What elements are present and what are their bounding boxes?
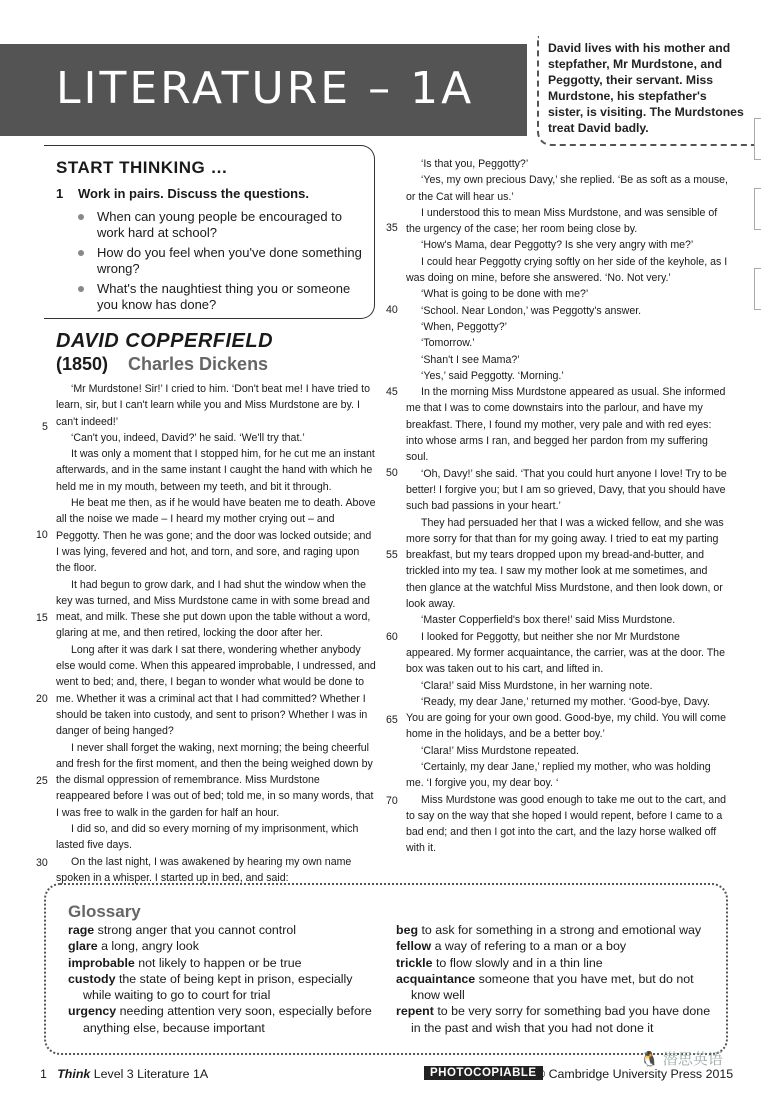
line-number: 45: [386, 386, 398, 398]
line-number: 35: [386, 222, 398, 234]
line-number: 5: [42, 421, 48, 433]
line-number: 70: [386, 795, 398, 807]
glossary-entry: [396, 955, 716, 971]
question-number: 1: [56, 186, 64, 201]
start-thinking-title: START THINKING …: [56, 158, 229, 177]
side-tab: [754, 118, 761, 160]
line-number: 15: [36, 612, 48, 624]
line-number: 50: [386, 467, 398, 479]
story-paragraph: Miss Murdstone was good enough to take me out to the cart, and to say on the way that she hoped I would repent, before I came to a bad end; and then I got into the cart, and the lazy horse walked off with it.: [406, 793, 727, 855]
section-name: Literature 1A: [137, 1067, 209, 1081]
glossary-definition: to flow slowly and in a thin line: [435, 955, 603, 970]
story-paragraph: ‘Yes, my own precious Davy,’ she replied. ‘Be as soft as a mouse, or the Cat will hear us.’: [406, 174, 728, 203]
glossary-entry: [396, 1003, 716, 1036]
page-number: 1: [40, 1067, 47, 1081]
story-paragraph: ‘Yes,’ said Peggotty. ‘Morning.’: [421, 369, 564, 382]
story-paragraph: I could hear Peggotty crying softly on her side of the keyhole, as I was doing on mine, before she answered. ‘No. Not very.’: [406, 255, 728, 285]
story-paragraph: ‘What is going to be done with me?’: [421, 288, 589, 301]
glossary-term: acquaintance: [396, 971, 476, 986]
question-text: Work in pairs. Discuss the questions.: [78, 186, 309, 201]
story-paragraph: ‘Clara!’ Miss Murdstone repeated.: [421, 744, 579, 757]
series-level: Level 3: [93, 1067, 134, 1081]
glossary-definition: needing attention very soon, especially before anything else, because important: [83, 1004, 372, 1035]
glossary-definition: strong anger that you cannot control: [97, 923, 297, 937]
line-number: 60: [386, 631, 398, 643]
story-paragraph: ‘Tomorrow.’: [421, 337, 475, 350]
question-bullets: [78, 209, 368, 317]
glossary-entry: [68, 938, 384, 954]
glossary-entry: [396, 938, 716, 954]
glossary-column-right: [396, 922, 716, 1036]
story-paragraph: ‘Can't you, indeed, David?’ he said. ‘We'll try that.’: [71, 431, 305, 444]
glossary-term: custody: [68, 971, 116, 986]
footer-reference: [40, 1067, 208, 1081]
story-paragraph: ‘School. Near London,’ was Peggotty's answer.: [421, 304, 642, 317]
line-number: 10: [36, 529, 48, 541]
photocopiable-badge: PHOTOCOPIABLE: [424, 1066, 543, 1080]
story-paragraph: Long after it was dark I sat there, wondering whether anybody else would come. When this appeared improbable, I undressed, and went to bed; and, there, I began to wonder what would be done to me. Whether it was a criminal act that I had committed? Whether I should be taken into custody, and sent to prison? Whether I was in danger of being hanged?: [56, 643, 376, 738]
glossary-column-left: [68, 922, 384, 1036]
side-tab: [754, 268, 761, 310]
glossary-definition: the state of being kept in prison, especially while waiting to go to court for trial: [83, 971, 353, 1003]
copyright-text: © Cambridge University Press 2015: [536, 1067, 734, 1081]
story-paragraph: It was only a moment that I stopped him, for he cut me an instant afterwards, and in the same instant I caught the hand with which he held me in my mouth, between my teeth, and bit it through.: [56, 448, 375, 493]
glossary-term: improbable: [68, 955, 135, 970]
glossary-term: glare: [68, 939, 98, 954]
story-paragraph: ‘Ready, my dear Jane,’ returned my mother. ‘Good-bye, Davy. You are going for your own good. Good-bye, my child. You will come home in the holidays, and be a better boy.’: [406, 695, 726, 741]
glossary-term: trickle: [396, 955, 433, 970]
glossary-definition: not likely to happen or be true: [138, 955, 302, 970]
line-number: 65: [386, 714, 398, 726]
story-paragraph: ‘Master Copperfield's box there!’ said Miss Murdstone.: [421, 614, 676, 627]
glossary-definition: a long, angry look: [101, 939, 199, 954]
book-title: DAVID COPPERFIELD: [56, 330, 274, 352]
story-column-left: [56, 381, 376, 886]
glossary-term: repent: [396, 1004, 434, 1019]
bullet-item: What's the naughtiest thing you or someone you know has done?: [78, 281, 368, 313]
story-paragraph: ‘Certainly, my dear Jane,’ replied my mother, who was holding me. ‘I forgive you, my dear boy. ‘: [406, 760, 711, 790]
story-paragraph: ‘Oh, Davy!’ she said. ‘That you could hurt anyone I love! Try to be better! I forgive you; but I am so grieved, Davy, that you should have such bad passions in your heart.’: [406, 467, 727, 513]
glossary-entry: [396, 971, 716, 1004]
story-paragraph: In the morning Miss Murdstone appeared as usual. She informed me that I was to come downstairs into the parlour, and have my breakfast. There, I found my mother, very pale and with red eyes: into whose arms I ran, and begged her pardon from my suffering soul.: [406, 386, 726, 464]
series-name: Think: [57, 1067, 91, 1081]
glossary-entry: [68, 955, 384, 971]
watermark: 🐧 潜思英语: [640, 1051, 723, 1068]
story-paragraph: ‘When, Peggotty?’: [421, 320, 507, 333]
story-paragraph: ‘Shan't I see Mama?’: [421, 353, 520, 366]
book-author: Charles Dickens: [128, 354, 269, 374]
glossary-entry: [396, 922, 716, 938]
story-paragraph: ‘Is that you, Peggotty?’: [421, 158, 529, 170]
glossary-term: beg: [396, 923, 419, 937]
line-number: 25: [36, 775, 48, 787]
side-tab: [754, 188, 761, 230]
glossary-entry: [68, 922, 384, 938]
glossary-definition: a way of refering to a man or a boy: [434, 939, 627, 954]
bullet-item: How do you feel when you've done something wrong?: [78, 245, 368, 277]
book-year: (1850): [56, 354, 109, 374]
line-number: 30: [36, 857, 48, 869]
story-paragraph: They had persuaded her that I was a wicked fellow, and she was more sorry for that than for my going away. I tried to eat my parting breakfast, but my tears dropped upon my bread-and-butter, and trickled into my tea. I saw my mother look at me sometimes, and then glance at the watchful Miss Murdstone, and then look down, or look away.: [406, 516, 724, 611]
story-paragraph: ‘How's Mama, dear Peggotty? Is she very angry with me?’: [421, 239, 694, 252]
glossary-term: rage: [68, 923, 95, 937]
line-number: 20: [36, 693, 48, 705]
glossary-definition: someone that you have met, but do not know well: [411, 971, 694, 1003]
story-paragraph: On the last night, I was awakened by hearing my own name spoken in a whisper. I started up in bed, and said:: [56, 855, 352, 884]
glossary-definition: to ask for something in a strong and emotional way: [421, 923, 702, 937]
glossary-term: fellow: [396, 939, 432, 954]
page-title: LITERATURE – 1A: [56, 63, 475, 114]
story-paragraph: He beat me then, as if he would have beaten me to death. Above all the noise we made – I heard my mother crying out – and Peggotty. Then he was gone; and the door was locked outside; and I was lying, fevered and hot, and torn, and sore, and raging upon the floor.: [56, 497, 376, 575]
line-number: 40: [386, 304, 398, 316]
glossary-definition: to be very sorry for something bad you have done in the past and wish that you had not done it: [411, 1004, 711, 1035]
story-paragraph: I looked for Peggotty, but neither she nor Mr Murdstone appeared. My former acquaintance, the carrier, was at the door. The box was taken out to his cart, and lifted in.: [406, 630, 725, 676]
story-paragraph: It had begun to grow dark, and I had shut the window when the key was turned, and Miss Murdstone came in with some bread and meat, and milk. These she put down upon the table without a word, glaring at me, and then retired, locking the door after her.: [56, 578, 371, 640]
story-paragraph: I understood this to mean Miss Murdstone, and was sensible of the urgency of the case; her room being close by.: [406, 206, 718, 236]
glossary-entry: [68, 1003, 384, 1036]
line-number: 55: [386, 549, 398, 561]
glossary-entry: [68, 971, 384, 1004]
story-paragraph: I did so, and did so every morning of my imprisonment, which lasted five days.: [56, 823, 359, 852]
story-paragraph: I never shall forget the waking, next morning; the being cheerful and fresh for the first moment, and then the being weighed down by the dismal oppression of remembrance. Miss Murdstone reappeared before I was out of bed; told me, in so many words, that I was free to walk in the garden for half an hour.: [56, 741, 374, 819]
story-paragraph: ‘Mr Murdstone! Sir!’ I cried to him. ‘Don't beat me! I have tried to learn, sir, but I can't learn while you and Miss Murdstone are by. I can't indeed!’: [56, 383, 370, 428]
glossary-term: urgency: [68, 1004, 117, 1019]
glossary-title: Glossary: [68, 902, 141, 921]
intro-text: David lives with his mother and stepfather, Mr Murdstone, and Peggotty, their servant. Miss Murdstone, his stepfather's sister, is visiting. The Murdstones treat David badly.: [548, 41, 744, 135]
story-paragraph: ‘Clara!’ said Miss Murdstone, in her warning note.: [421, 679, 653, 692]
bullet-item: When can young people be encouraged to work hard at school?: [78, 209, 368, 241]
story-column-right: [406, 156, 728, 857]
